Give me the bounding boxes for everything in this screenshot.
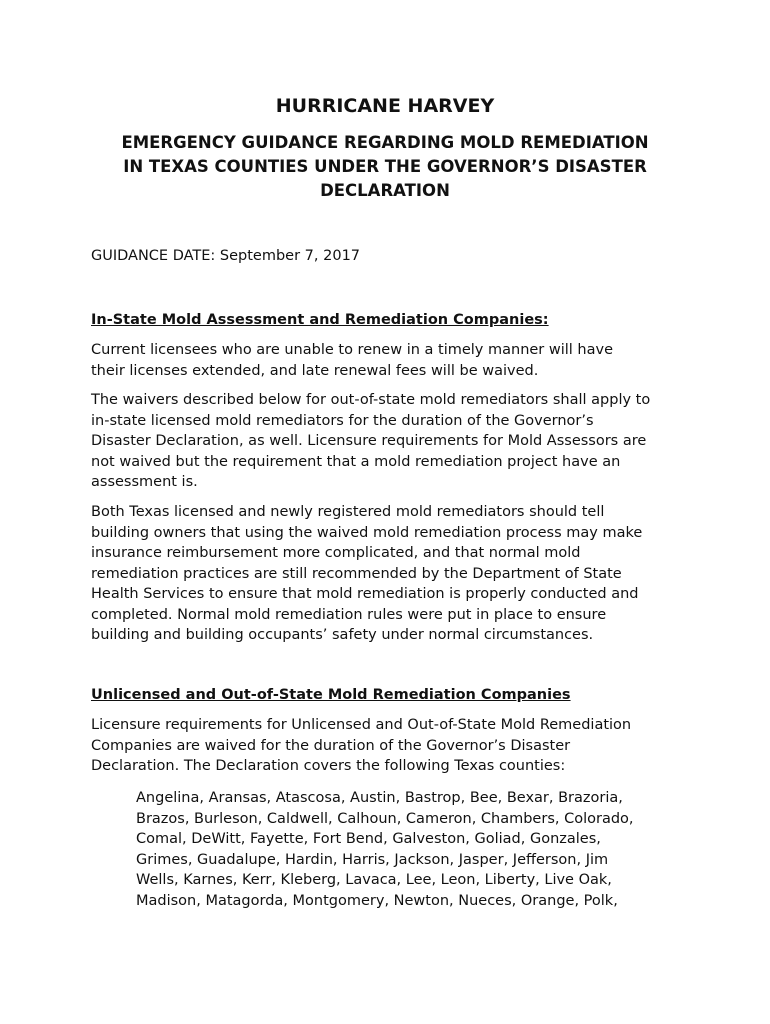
text-line: Companies are waived for the duration of the Governor’s Disaster	[91, 737, 571, 754]
text-line: Licensure requirements for Unlicensed and Out-of-State Mold Remediation	[91, 717, 632, 733]
text-line: The waivers described below for out-of-state mold remediators shall apply to	[91, 392, 651, 408]
text-line: Wells, Karnes, Kerr, Kleberg, Lavaca, Lee, Leon, Liberty, Live Oak,	[136, 872, 612, 888]
text-line: Disaster Declaration, as well. Licensure requirements for Mold Assessors are	[91, 433, 647, 449]
paragraph-waivers	[91, 390, 691, 493]
paragraph-licensee-renewal	[91, 340, 691, 381]
text-line: building and building occupants’ safety under normal circumstances.	[91, 627, 594, 643]
text-line: completed. Normal mold remediation rules were put in place to ensure	[91, 606, 607, 623]
county-list	[136, 788, 696, 911]
text-line: Current licensees who are unable to renew in a timely manner will have	[91, 342, 614, 358]
text-line: assessment is.	[91, 474, 198, 490]
text-line: Grimes, Guadalupe, Hardin, Harris, Jackson, Jasper, Jefferson, Jim	[136, 851, 609, 868]
text-line: Madison, Matagorda, Montgomery, Newton, Nueces, Orange, Polk,	[136, 892, 618, 909]
section-heading-unlicensed: Unlicensed and Out-of-State Mold Remediation Companies	[91, 687, 571, 703]
subtitle-line: DECLARATION	[320, 181, 450, 200]
text-line: Comal, DeWitt, Fayette, Fort Bend, Galveston, Goliad, Gonzales,	[136, 831, 601, 847]
text-line: insurance reimbursement more complicated, and that normal mold	[91, 545, 581, 561]
section-heading-in-state: In-State Mold Assessment and Remediation Companies:	[91, 312, 549, 328]
text-line: Brazos, Burleson, Caldwell, Calhoun, Cameron, Chambers, Colorado,	[136, 810, 634, 827]
paragraph-licensure-waived	[91, 715, 691, 777]
subtitle-line: IN TEXAS COUNTIES UNDER THE GOVERNOR’S DISASTER	[123, 157, 647, 176]
text-line: remediation practices are still recommended by the Department of State	[91, 565, 622, 582]
text-line: building owners that using the waived mold remediation process may make	[91, 524, 643, 541]
text-line: Both Texas licensed and newly registered mold remediators should tell	[91, 504, 605, 520]
text-line: in-state licensed mold remediators for the duration of the Governor’s	[91, 412, 594, 429]
text-line: Declaration. The Declaration covers the following Texas counties:	[91, 758, 566, 774]
text-line: not waived but the requirement that a mold remediation project have an	[91, 453, 621, 470]
text-line: Health Services to ensure that mold remediation is properly conducted and	[91, 586, 639, 602]
guidance-date: GUIDANCE DATE: September 7, 2017	[91, 248, 361, 264]
text-line: their licenses extended, and late renewal fees will be waived.	[91, 362, 539, 379]
paragraph-building-owners	[91, 502, 691, 646]
text-line: Angelina, Aransas, Atascosa, Austin, Bastrop, Bee, Bexar, Brazoria,	[136, 790, 623, 806]
document-title: HURRICANE HARVEY	[275, 95, 495, 117]
subtitle-line: EMERGENCY GUIDANCE REGARDING MOLD REMEDIATION	[121, 133, 649, 152]
document-subtitle	[80, 131, 690, 203]
